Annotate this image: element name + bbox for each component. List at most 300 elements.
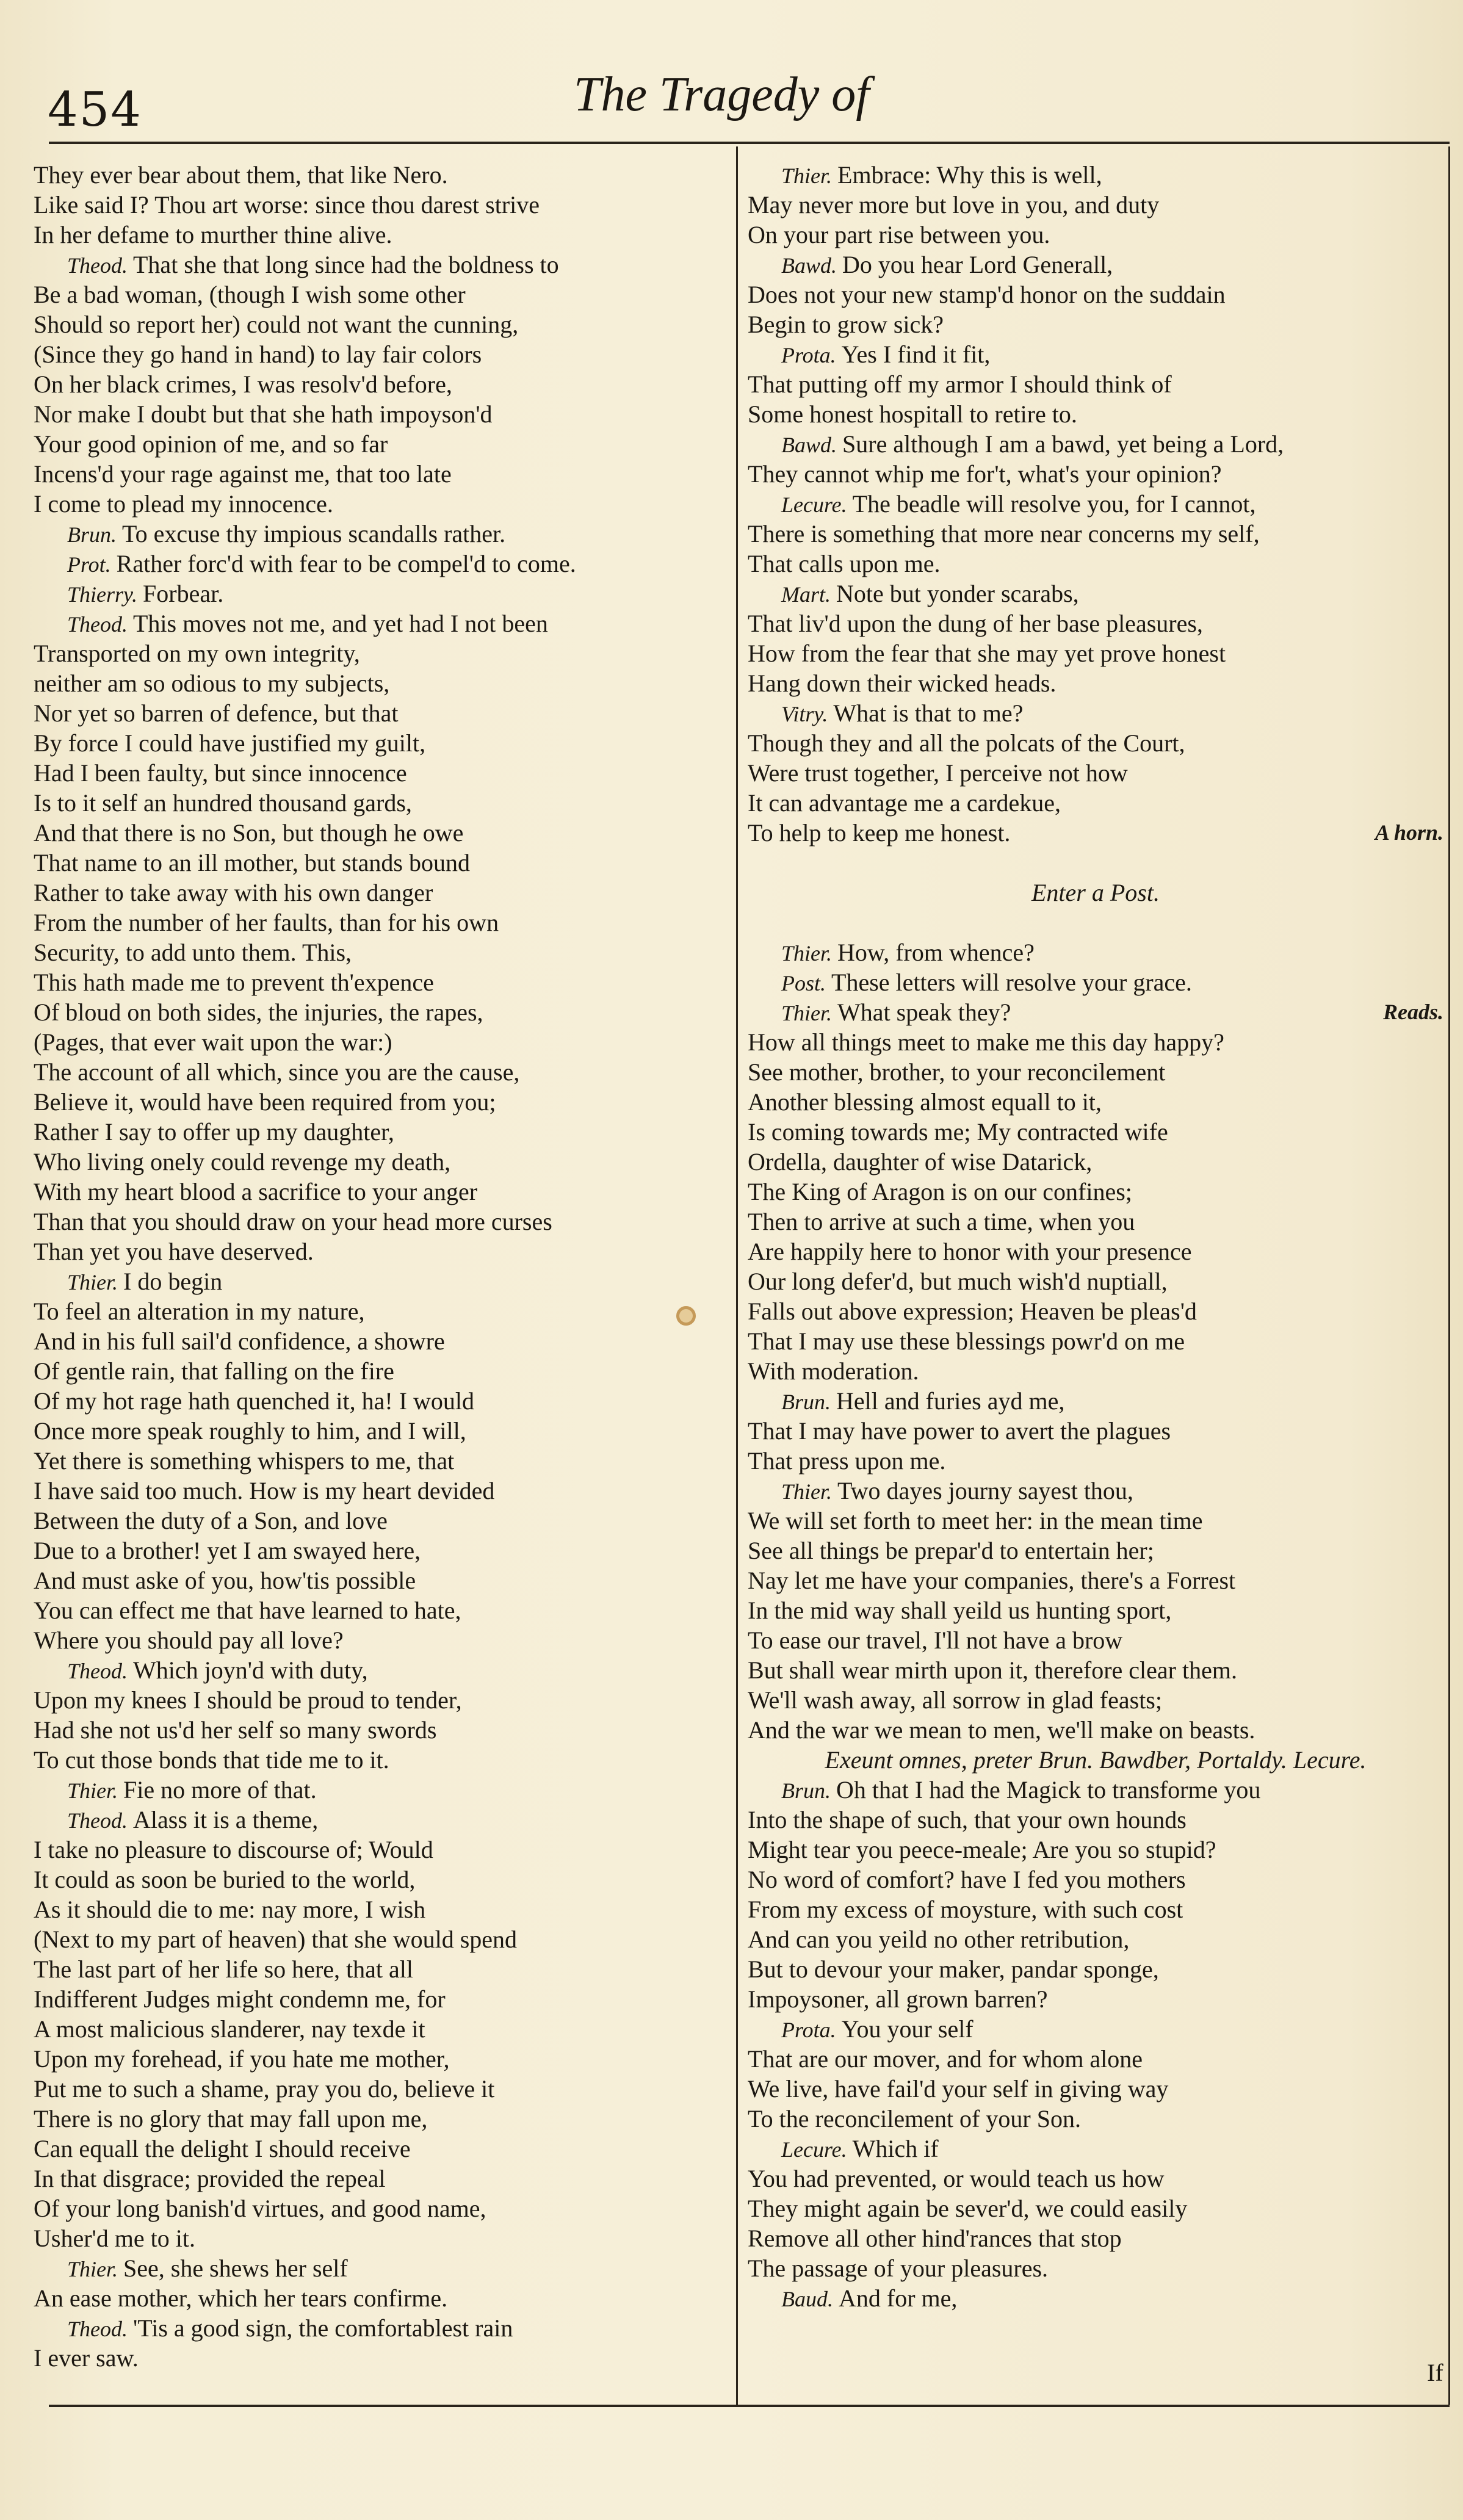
speaker-name: Baud.	[781, 2287, 839, 2311]
speaker-name: Prota.	[781, 343, 842, 367]
verse-line	[748, 2014, 1443, 2044]
line-text: I ever saw.	[34, 2344, 139, 2372]
line-text: Into the shape of such, that your own hounds	[748, 1806, 1187, 1833]
verse-line	[748, 1237, 1443, 1266]
verse-line	[34, 220, 726, 250]
line-text: By force I could have justified my guilt,	[34, 729, 426, 757]
line-text: What is that to me?	[833, 699, 1024, 727]
verse-line	[34, 1266, 726, 1296]
right-text-column	[748, 160, 1443, 2313]
verse-line	[34, 2313, 726, 2343]
line-text: This moves not me, and yet had I not been	[133, 610, 548, 637]
verse-line	[748, 2164, 1443, 2193]
line-text: Were trust together, I perceive not how	[748, 759, 1128, 787]
line-text: That liv'd upon the dung of her base pleasures,	[748, 610, 1203, 637]
line-text: 'Tis a good sign, the comfortablest rain	[133, 2314, 513, 2342]
verse-line	[748, 2074, 1443, 2104]
line-text: Ordella, daughter of wise Datarick,	[748, 1148, 1093, 1175]
speaker-name: Thier.	[781, 941, 838, 966]
verse-line	[34, 1087, 726, 1117]
verse-line	[748, 2193, 1443, 2223]
line-text: Than that you should draw on your head more curses	[34, 1208, 552, 1235]
line-text: The account of all which, since you are the cause,	[34, 1058, 520, 1086]
verse-line	[748, 698, 1443, 728]
verse-line	[748, 2044, 1443, 2074]
verse-line	[34, 1117, 726, 1147]
line-text: Once more speak roughly to him, and I will,	[34, 1417, 466, 1445]
line-text: Be a bad woman, (though I wish some other	[34, 281, 466, 308]
verse-line	[748, 1207, 1443, 1237]
line-text: In that disgrace; provided the repeal	[34, 2165, 386, 2192]
line-text: To cut those bonds that tide me to it.	[34, 1746, 389, 1774]
running-title: The Tragedy of	[574, 68, 870, 121]
line-text: How from the fear that she may yet prove honest	[748, 640, 1226, 667]
line-text: Upon my forehead, if you hate me mother,	[34, 2045, 450, 2073]
speaker-name: Bawd.	[781, 433, 843, 457]
line-text: Our long defer'd, but much wish'd nuptiall,	[748, 1268, 1168, 1295]
verse-line	[748, 788, 1443, 818]
speaker-name: Thier.	[67, 1270, 124, 1294]
header-rule	[49, 142, 1450, 144]
verse-line	[748, 2253, 1443, 2283]
line-text: That press upon me.	[748, 1447, 946, 1475]
verse-line	[34, 2343, 726, 2373]
line-text: But to devour your maker, pandar sponge,	[748, 1955, 1159, 1983]
verse-line	[748, 1536, 1443, 1565]
verse-line	[34, 1984, 726, 2014]
verse-line	[34, 399, 726, 429]
verse-line	[748, 579, 1443, 608]
verse-line	[748, 1506, 1443, 1536]
speaker-name: Theod.	[67, 2317, 133, 2341]
verse-line	[34, 878, 726, 908]
line-text: Can equall the delight I should receive	[34, 2135, 411, 2162]
line-text: This hath made me to prevent th'expence	[34, 969, 434, 996]
verse-line	[34, 2074, 726, 2104]
verse-line	[748, 1625, 1443, 1655]
line-text: And can you yeild no other retribution,	[748, 1926, 1130, 1953]
verse-line	[748, 668, 1443, 698]
verse-line	[34, 1954, 726, 1984]
speaker-name: Theod.	[67, 1808, 133, 1833]
verse-line	[748, 1565, 1443, 1595]
verse-line	[34, 2164, 726, 2193]
verse-line	[34, 1745, 726, 1775]
line-text: Fie no more of that.	[123, 1776, 317, 1803]
verse-line	[748, 1984, 1443, 2014]
line-text: To the reconcilement of your Son.	[748, 2105, 1081, 2132]
verse-line	[748, 997, 1443, 1027]
speaker-name: Thierry.	[67, 582, 143, 607]
line-text: They cannot whip me for't, what's your opinion?	[748, 460, 1222, 488]
verse-line	[34, 1506, 726, 1536]
line-text: Of your long banish'd virtues, and good name,	[34, 2195, 486, 2222]
line-text: Falls out above expression; Heaven be pleas'd	[748, 1298, 1197, 1325]
speaker-name: Vitry.	[781, 702, 834, 726]
line-text: Your good opinion of me, and so far	[34, 430, 388, 458]
line-text: They ever bear about them, that like Nero.	[34, 161, 448, 189]
line-text: Had she not us'd her self so many swords	[34, 1716, 437, 1744]
verse-line	[34, 1655, 726, 1685]
verse-line	[748, 1147, 1443, 1177]
line-text: You your self	[841, 2015, 974, 2043]
verse-line	[748, 399, 1443, 429]
speaker-name: Thier.	[781, 164, 838, 188]
verse-line	[34, 1685, 726, 1715]
verse-line	[748, 1685, 1443, 1715]
line-text: And that there is no Son, but though he owe	[34, 819, 464, 847]
verse-line	[748, 1027, 1443, 1057]
line-text: Hang down their wicked heads.	[748, 670, 1057, 697]
line-text: Is to it self an hundred thousand gards,	[34, 789, 412, 817]
line-text: Rather to take away with his own danger	[34, 879, 433, 906]
verse-line	[748, 1924, 1443, 1954]
line-text: That calls upon me.	[748, 550, 941, 577]
line-text: As it should die to me: nay more, I wish	[34, 1896, 426, 1923]
verse-line	[34, 1446, 726, 1476]
verse-line	[748, 1655, 1443, 1685]
line-text: That I may use these blessings powr'd on me	[748, 1327, 1185, 1355]
verse-line	[34, 1057, 726, 1087]
speaker-name: Lecure.	[781, 2137, 853, 2162]
line-text: (Since they go hand in hand) to lay fair colors	[34, 341, 482, 368]
line-text: Is coming towards me; My contracted wife	[748, 1118, 1168, 1146]
line-text: Rather forc'd with fear to be compel'd to come.	[116, 550, 576, 577]
line-text: A most malicious slanderer, nay texde it	[34, 2015, 425, 2043]
verse-line	[34, 638, 726, 668]
line-text: See mother, brother, to your reconcilement	[748, 1058, 1166, 1086]
verse-line	[748, 2104, 1443, 2134]
verse-line	[748, 2223, 1443, 2253]
verse-line	[34, 519, 726, 549]
verse-line	[748, 250, 1443, 280]
line-text: See, she shews her self	[123, 2255, 348, 2282]
line-text: Nay let me have your companies, there's a Forrest	[748, 1567, 1236, 1594]
line-text: Note but yonder scarabs,	[836, 580, 1079, 607]
line-text: Alass it is a theme,	[133, 1806, 319, 1833]
line-text: Upon my knees I should be proud to tender,	[34, 1686, 462, 1714]
line-text: Then to arrive at such a time, when you	[748, 1208, 1135, 1235]
verse-line	[34, 250, 726, 280]
verse-line	[34, 309, 726, 339]
verse-line	[748, 638, 1443, 668]
verse-line	[748, 1296, 1443, 1326]
verse-line	[34, 1416, 726, 1446]
line-text: From my excess of moysture, with such cost	[748, 1896, 1183, 1923]
blank-line	[748, 908, 1443, 937]
line-text: Hell and furies ayd me,	[836, 1387, 1065, 1415]
line-text: Remove all other hind'rances that stop	[748, 2225, 1122, 2252]
stage-direction: Exeunt omnes, preter Brun. Bawdber, Portaldy. Lecure.	[825, 1746, 1367, 1774]
verse-line	[34, 2134, 726, 2164]
line-text: Usher'd me to it.	[34, 2225, 195, 2252]
line-text: To excuse thy impious scandalls rather.	[122, 520, 506, 547]
line-text: I come to plead my innocence.	[34, 490, 333, 518]
line-text: I do begin	[123, 1268, 223, 1295]
line-text: Some honest hospitall to retire to.	[748, 400, 1077, 428]
line-text: That I may have power to avert the plagues	[748, 1417, 1171, 1445]
line-text: You had prevented, or would teach us how	[748, 2165, 1165, 2192]
verse-line	[34, 908, 726, 937]
line-text: How, from whence?	[837, 939, 1035, 966]
line-text: These letters will resolve your grace.	[831, 969, 1192, 996]
speaker-name: Theod.	[67, 612, 133, 637]
line-text: Two dayes journy sayest thou,	[837, 1477, 1133, 1504]
line-text: That putting off my armor I should think of	[748, 370, 1172, 398]
line-text: Believe it, would have been required from you;	[34, 1088, 496, 1116]
line-text: To ease our travel, I'll not have a brow	[748, 1626, 1123, 1654]
speaker-name: Thier.	[781, 1001, 838, 1025]
left-text-column	[34, 160, 726, 2373]
verse-line	[748, 1386, 1443, 1416]
line-text: Oh that I had the Magick to transforme you	[836, 1776, 1261, 1803]
verse-line	[748, 937, 1443, 967]
line-text: Which if	[852, 2135, 939, 2162]
line-text: That she that long since had the boldness to	[133, 251, 559, 278]
line-text: Of gentle rain, that falling on the fire	[34, 1357, 394, 1385]
verse-line	[34, 937, 726, 967]
speaker-name: Mart.	[781, 582, 836, 607]
verse-line	[34, 1865, 726, 1894]
line-text: May never more but love in you, and duty	[748, 191, 1160, 218]
verse-line	[34, 459, 726, 489]
line-text: neither am so odious to my subjects,	[34, 670, 390, 697]
verse-line	[34, 1296, 726, 1326]
line-text: Sure although I am a bawd, yet being a Lord,	[842, 430, 1284, 458]
verse-line	[34, 1805, 726, 1835]
line-text: Do you hear Lord Generall,	[842, 251, 1113, 278]
speaker-name: Theod.	[67, 253, 133, 278]
line-text: Which joyn'd with duty,	[133, 1656, 368, 1684]
speaker-name: Bawd.	[781, 253, 843, 278]
verse-line	[748, 1476, 1443, 1506]
line-text: No word of comfort? have I fed you mothers	[748, 1866, 1186, 1893]
verse-line	[34, 1207, 726, 1237]
verse-line	[748, 1117, 1443, 1147]
verse-line	[748, 1954, 1443, 1984]
verse-line	[748, 1894, 1443, 1924]
speaker-name: Brun.	[67, 522, 122, 547]
line-text: I take no pleasure to discourse of; Would	[34, 1836, 433, 1863]
verse-line	[34, 608, 726, 638]
line-text: What speak they?	[837, 998, 1011, 1026]
line-text: Rather I say to offer up my daughter,	[34, 1118, 394, 1146]
verse-line	[34, 848, 726, 878]
line-text: Indifferent Judges might condemn me, for	[34, 1985, 446, 2013]
line-text: Put me to such a shame, pray you do, believe it	[34, 2075, 495, 2103]
verse-line	[34, 818, 726, 848]
line-text: Does not your new stamp'd honor on the suddain	[748, 281, 1226, 308]
line-text: I have said too much. How is my heart devided	[34, 1477, 495, 1504]
right-border-rule	[1448, 146, 1450, 2405]
verse-line	[34, 698, 726, 728]
verse-line	[748, 728, 1443, 758]
line-text: We'll wash away, all sorrow in glad feasts;	[748, 1686, 1162, 1714]
line-text: How all things meet to make me this day happy?	[748, 1028, 1224, 1056]
line-text: Who living onely could revenge my death,	[34, 1148, 451, 1175]
line-text: To feel an alteration in my nature,	[34, 1298, 365, 1325]
line-text: To help to keep me honest.	[748, 819, 1011, 847]
verse-line	[34, 2223, 726, 2253]
verse-line	[34, 280, 726, 309]
line-text: You can effect me that have learned to hate,	[34, 1597, 461, 1624]
verse-line	[748, 818, 1443, 848]
line-text: Might tear you peece-meale; Are you so stupid?	[748, 1836, 1216, 1863]
line-text: That are our mover, and for whom alone	[748, 2045, 1143, 2073]
verse-line	[748, 549, 1443, 579]
verse-line	[34, 997, 726, 1027]
page-number: 454	[48, 82, 142, 137]
verse-line	[34, 339, 726, 369]
line-text: Nor make I doubt but that she hath impoyson'd	[34, 400, 493, 428]
verse-line	[748, 1835, 1443, 1865]
line-text: They might again be sever'd, we could easily	[748, 2195, 1188, 2222]
line-text: It could as soon be buried to the world,	[34, 1866, 416, 1893]
verse-line	[34, 1326, 726, 1356]
speaker-name: Theod.	[67, 1659, 133, 1683]
line-text: But shall wear mirth upon it, therefore clear them.	[748, 1656, 1237, 1684]
verse-line	[748, 1177, 1443, 1207]
speaker-name: Brun.	[781, 1390, 836, 1414]
verse-line	[748, 459, 1443, 489]
verse-line	[34, 489, 726, 519]
line-text: On her black crimes, I was resolv'd before,	[34, 370, 452, 398]
line-text: Between the duty of a Son, and love	[34, 1507, 388, 1534]
verse-line	[748, 758, 1443, 788]
verse-line	[34, 1356, 726, 1386]
line-text: (Pages, that ever wait upon the war:)	[34, 1028, 392, 1056]
verse-line	[748, 339, 1443, 369]
verse-line	[748, 1266, 1443, 1296]
line-text: The King of Aragon is on our confines;	[748, 1178, 1132, 1205]
verse-line	[34, 788, 726, 818]
line-text: And must aske of you, how'tis possible	[34, 1567, 416, 1594]
verse-line	[34, 1177, 726, 1207]
verse-line	[34, 668, 726, 698]
line-text: See all things be prepar'd to entertain her;	[748, 1537, 1154, 1564]
catchword: If	[1427, 2359, 1443, 2386]
verse-line	[34, 1595, 726, 1625]
verse-line	[748, 1595, 1443, 1625]
footer-rule	[49, 2405, 1450, 2407]
verse-line	[34, 1237, 726, 1266]
line-text: Are happily here to honor with your presence	[748, 1238, 1192, 1265]
line-text: From the number of her faults, than for his own	[34, 909, 499, 936]
verse-line	[748, 1805, 1443, 1835]
line-text: There is something that more near concerns my self,	[748, 520, 1260, 547]
verse-line	[748, 160, 1443, 190]
speaker-name: Thier.	[67, 2257, 124, 2281]
verse-line	[748, 608, 1443, 638]
line-text: And for me,	[839, 2284, 958, 2312]
stage-direction: Enter a Post.	[1031, 879, 1160, 906]
verse-line	[748, 1326, 1443, 1356]
line-text: And the war we mean to men, we'll make on beasts.	[748, 1716, 1255, 1744]
line-text: Begin to grow sick?	[748, 311, 944, 338]
line-text: Of my hot rage hath quenched it, ha! I would	[34, 1387, 475, 1415]
line-text: Due to a brother! yet I am swayed here,	[34, 1537, 421, 1564]
verse-line	[748, 1446, 1443, 1476]
speaker-name: Prot.	[67, 552, 117, 577]
line-text: Embrace: Why this is well,	[837, 161, 1102, 189]
verse-line	[748, 220, 1443, 250]
verse-line	[34, 1476, 726, 1506]
speaker-name: Thier.	[781, 1479, 838, 1504]
verse-line	[34, 160, 726, 190]
ink-stain-mark	[676, 1306, 696, 1326]
speaker-name: Post.	[781, 971, 832, 995]
verse-line	[34, 1027, 726, 1057]
verse-line	[748, 489, 1443, 519]
line-text: The passage of your pleasures.	[748, 2255, 1049, 2282]
verse-line	[34, 2104, 726, 2134]
verse-line	[34, 2253, 726, 2283]
verse-line	[748, 2283, 1443, 2313]
verse-line	[748, 1715, 1443, 1745]
verse-line	[34, 190, 726, 220]
verse-line	[34, 369, 726, 399]
verse-line	[34, 728, 726, 758]
verse-line	[748, 280, 1443, 309]
line-text: Nor yet so barren of defence, but that	[34, 699, 399, 727]
verse-line	[34, 1775, 726, 1805]
blank-line	[748, 848, 1443, 878]
line-text: Of bloud on both sides, the injuries, the rapes,	[34, 998, 483, 1026]
verse-line	[748, 1057, 1443, 1087]
line-text: And in his full sail'd confidence, a showre	[34, 1327, 445, 1355]
line-text: Than yet you have deserved.	[34, 1238, 314, 1265]
verse-line	[34, 1715, 726, 1745]
line-text: Yet there is something whispers to me, that	[34, 1447, 455, 1475]
line-text: Incens'd your rage against me, that too late	[34, 460, 452, 488]
verse-line	[34, 1835, 726, 1865]
verse-line	[748, 967, 1443, 997]
line-text: That name to an ill mother, but stands bound	[34, 849, 470, 876]
speaker-name: Thier.	[67, 1778, 124, 1803]
verse-line	[748, 190, 1443, 220]
line-text: It can advantage me a cardekue,	[748, 789, 1061, 817]
verse-line	[748, 1775, 1443, 1805]
line-text: An ease mother, which her tears confirme.	[34, 2284, 448, 2312]
margin-stage-direction: A horn.	[1374, 820, 1443, 845]
line-text: In the mid way shall yeild us hunting sport,	[748, 1597, 1172, 1624]
line-text: With my heart blood a sacrifice to your anger	[34, 1178, 478, 1205]
line-text: Like said I? Thou art worse: since thou darest strive	[34, 191, 540, 218]
line-text: We live, have fail'd your self in giving way	[748, 2075, 1169, 2103]
line-text: Forbear.	[143, 580, 224, 607]
line-text: (Next to my part of heaven) that she would spend	[34, 1926, 518, 1953]
verse-line	[748, 1356, 1443, 1386]
verse-line	[34, 1625, 726, 1655]
margin-stage-direction: Reads.	[1383, 1000, 1443, 1024]
line-text: Though they and all the polcats of the Court,	[748, 729, 1185, 757]
speaker-name: Lecure.	[781, 493, 853, 517]
verse-line	[34, 1565, 726, 1595]
line-text: In her defame to murther thine alive.	[34, 221, 392, 248]
line-text: Transported on my own integrity,	[34, 640, 360, 667]
line-text: Another blessing almost equall to it,	[748, 1088, 1102, 1116]
line-text: Should so report her) could not want the cunning,	[34, 311, 519, 338]
verse-line	[748, 2134, 1443, 2164]
verse-line	[748, 369, 1443, 399]
line-text: The beadle will resolve you, for I cannot,	[852, 490, 1256, 518]
verse-line	[34, 2044, 726, 2074]
verse-line	[34, 1147, 726, 1177]
verse-line	[748, 1865, 1443, 1894]
speaker-name: Prota.	[781, 2018, 842, 2042]
verse-line	[34, 1536, 726, 1565]
verse-line	[748, 519, 1443, 549]
